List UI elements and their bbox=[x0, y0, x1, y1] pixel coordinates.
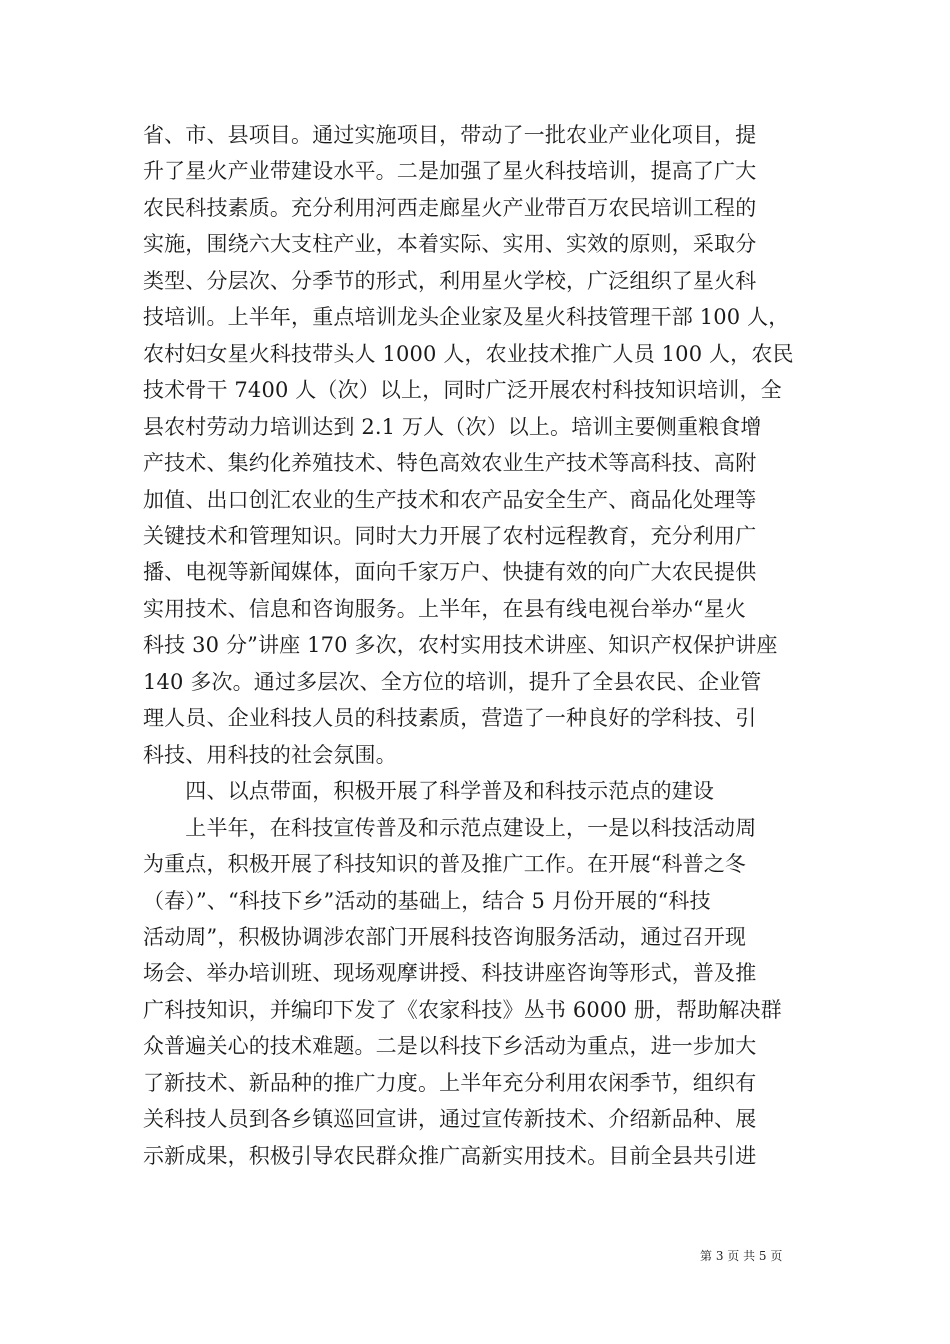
text-line: 场会、举办培训班、现场观摩讲授、科技讲座咨询等形式，普及推 bbox=[143, 961, 757, 986]
text-line: （春）”、“科技下乡”活动的基础上，结合 5 月份开展的“科技 bbox=[143, 888, 711, 913]
text-line: 了新技术、新品种的推广力度。上半年充分利用农闲季节，组织有 bbox=[143, 1070, 757, 1095]
text-line: 技术骨干 7400 人（次）以上，同时广泛开展农村科技知识培训，全 bbox=[143, 378, 782, 403]
text-line: 县农村劳动力培训达到 2.1 万人（次）以上。培训主要侧重粮食增 bbox=[143, 414, 762, 439]
text-line: 140 多次。通过多层次、全方位的培训，提升了全县农民、企业管 bbox=[143, 669, 762, 694]
text-line: 四、以点带面，积极开展了科学普及和科技示范点的建设 bbox=[143, 779, 715, 804]
text-line: 升了星火产业带建设水平。二是加强了星火科技培训，提高了广大 bbox=[143, 159, 757, 184]
text-line: 关科技人员到各乡镇巡回宣讲，通过宣传新技术、介绍新品种、展 bbox=[143, 1107, 757, 1132]
text-line: 活动周”，积极协调涉农部门开展科技咨询服务活动，通过召开现 bbox=[143, 924, 747, 949]
text-line: 加值、出口创汇农业的生产技术和农产品安全生产、商品化处理等 bbox=[143, 487, 757, 512]
text-line: 省、市、县项目。通过实施项目，带动了一批农业产业化项目，提 bbox=[143, 123, 757, 147]
text-line: 关键技术和管理知识。同时大力开展了农村远程教育，充分利用广 bbox=[143, 524, 757, 548]
text-line: 类型、分层次、分季节的形式，利用星火学校，广泛组织了星火科 bbox=[143, 268, 757, 293]
text-line: 上半年，在科技宣传普及和示范点建设上，一是以科技活动周 bbox=[143, 815, 757, 840]
text-line: 众普遍关心的技术难题。二是以科技下乡活动为重点，进一步加大 bbox=[143, 1034, 757, 1059]
text-line: 广科技知识，并编印下发了《农家科技》丛书 6000 册，帮助解决群 bbox=[143, 997, 782, 1022]
text-line: 为重点，积极开展了科技知识的普及推广工作。在开展“科普之冬 bbox=[143, 852, 747, 876]
text-line: 科技、用科技的社会氛围。 bbox=[143, 742, 397, 767]
text-line: 播、电视等新闻媒体，面向千家万户、快捷有效的向广大农民提供 bbox=[143, 560, 757, 585]
page-number: 第 3 页 共 5 页 bbox=[700, 1249, 783, 1263]
text-line: 示新成果，积极引导农民群众推广高新实用技术。目前全县共引进 bbox=[143, 1143, 757, 1168]
text-line: 技培训。上半年，重点培训龙头企业家及星火科技管理干部 100 人， bbox=[143, 305, 790, 330]
text-line: 农民科技素质。充分利用河西走廊星火产业带百万农民培训工程的 bbox=[143, 195, 757, 220]
text-line: 科技 30 分”讲座 170 多次，农村实用技术讲座、知识产权保护讲座 bbox=[143, 633, 778, 658]
text-line: 实施，围绕六大支柱产业，本着实际、实用、实效的原则，采取分 bbox=[143, 232, 757, 257]
text-line: 理人员、企业科技人员的科技素质，营造了一种良好的学科技、引 bbox=[143, 706, 757, 731]
text-line: 实用技术、信息和咨询服务。上半年，在县有线电视台举办“星火 bbox=[143, 596, 747, 621]
text-line: 产技术、集约化养殖技术、特色高效农业生产技术等高科技、高附 bbox=[143, 451, 757, 476]
text-line: 农村妇女星火科技带头人 1000 人，农业技术推广人员 100 人，农民 bbox=[143, 341, 794, 366]
